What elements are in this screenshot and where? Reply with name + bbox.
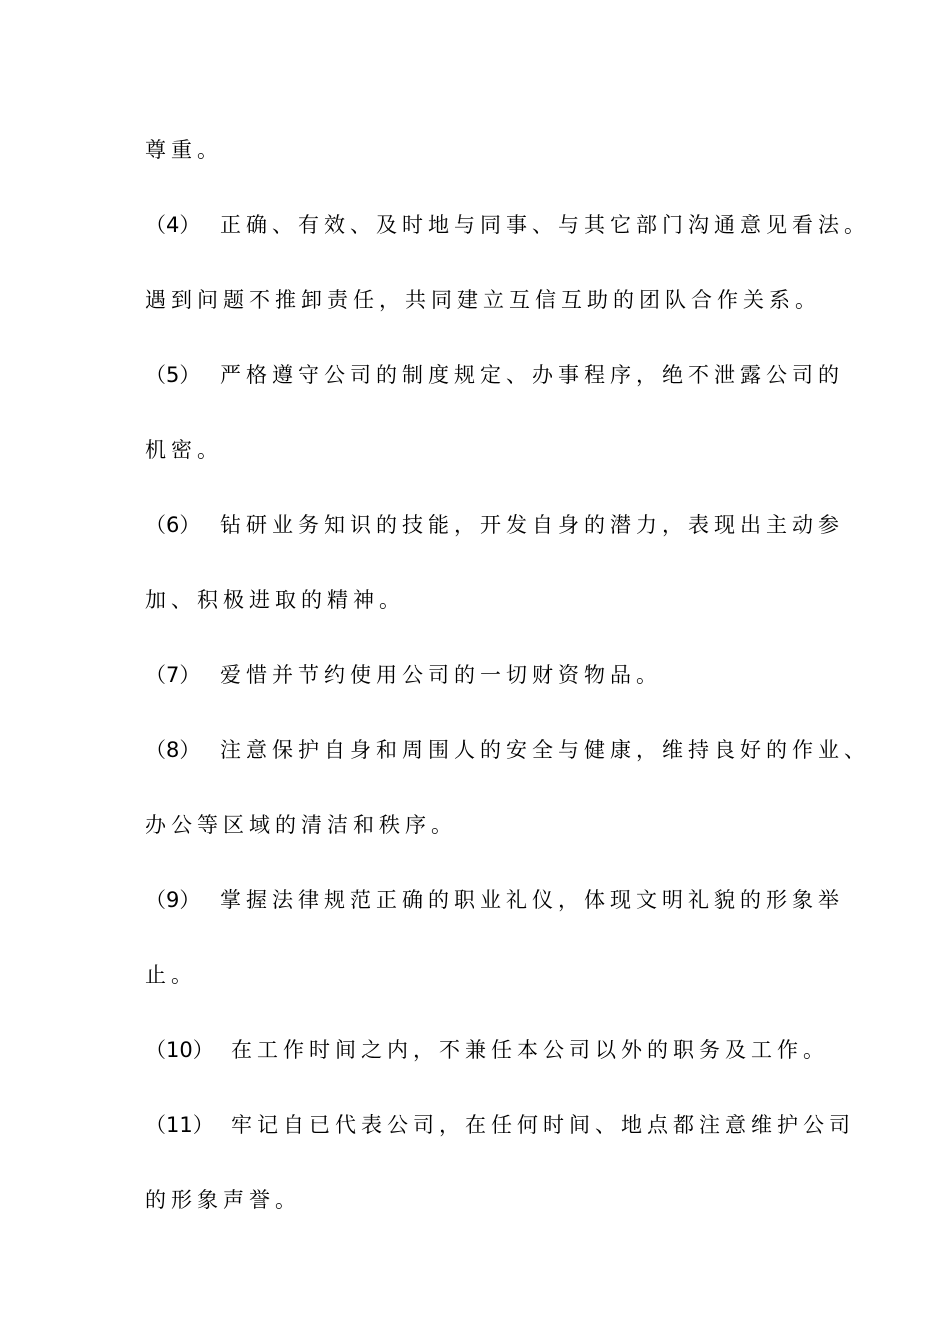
list-item-9-continuation [145, 960, 197, 990]
list-item-11 [145, 1110, 855, 1140]
line-text: 在工作时间之内，不兼任本公司以外的职务及工作。 [231, 1038, 829, 1062]
list-item-7 [145, 660, 662, 690]
list-item-4 [145, 210, 870, 240]
list-item-5 [145, 360, 844, 390]
line-text: 严格遵守公司的制度规定、办事程序，绝不泄露公司的 [220, 363, 844, 387]
line-text: 办公等区域的清洁和秩序。 [145, 813, 457, 837]
paragraph-continuation [145, 135, 223, 165]
line-text: 掌握法律规范正确的职业礼仪，体现文明礼貌的形象举 [220, 888, 844, 912]
line-text: 钻研业务知识的技能，开发自身的潜力，表现出主动参 [220, 513, 844, 537]
line-text: 的形象声誉。 [145, 1188, 301, 1212]
item-number: （7） [145, 663, 201, 687]
item-number: （6） [145, 513, 201, 537]
line-text: 机密。 [145, 438, 223, 462]
line-text: 遇到问题不推卸责任，共同建立互信互助的团队合作关系。 [145, 288, 821, 312]
list-item-4-continuation [145, 285, 821, 315]
line-text: 爱惜并节约使用公司的一切财资物品。 [220, 663, 662, 687]
line-text: 止。 [145, 963, 197, 987]
list-item-6 [145, 510, 844, 540]
item-number: （5） [145, 363, 201, 387]
item-number: （9） [145, 888, 201, 912]
list-item-9 [145, 885, 844, 915]
item-number: （10） [145, 1038, 214, 1062]
line-text: 牢记自已代表公司，在任何时间、地点都注意维护公司 [231, 1113, 855, 1137]
line-text: 加、积极进取的精神。 [145, 588, 405, 612]
item-number: （11） [145, 1113, 214, 1137]
list-item-8-continuation [145, 810, 457, 840]
line-text: 注意保护自身和周围人的安全与健康，维持良好的作业、 [220, 738, 870, 762]
line-text: 正确、有效、及时地与同事、与其它部门沟通意见看法。 [220, 213, 870, 237]
item-number: （8） [145, 738, 201, 762]
list-item-8 [145, 735, 870, 765]
line-text: 尊重。 [145, 138, 223, 162]
list-item-5-continuation [145, 435, 223, 465]
list-item-6-continuation [145, 585, 405, 615]
item-number: （4） [145, 213, 201, 237]
list-item-10 [145, 1035, 829, 1065]
list-item-11-continuation [145, 1185, 301, 1215]
